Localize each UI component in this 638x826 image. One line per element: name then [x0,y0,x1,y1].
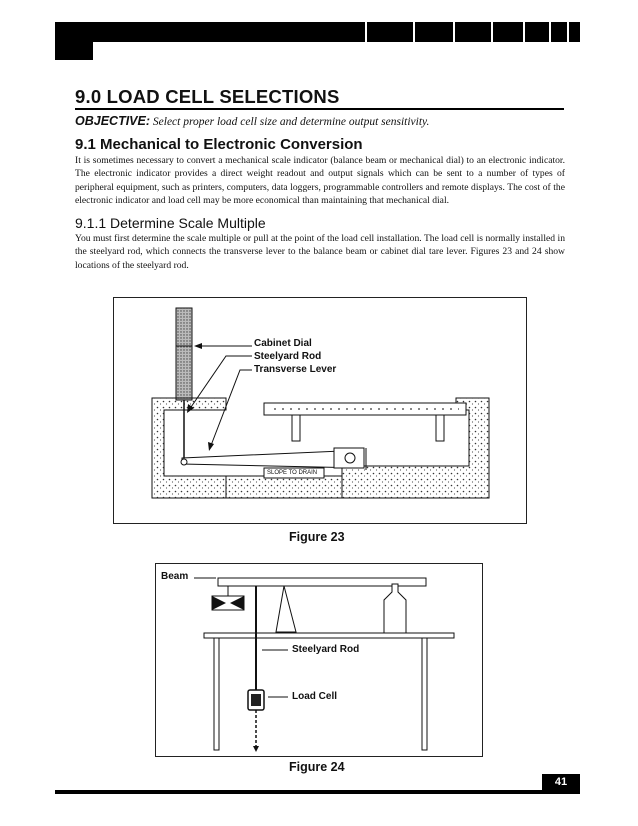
label-load-cell: Load Cell [292,691,338,702]
header-tab [55,42,93,60]
subsection-title: 9.1 Mechanical to Electronic Conversion [75,136,363,153]
figure-24 [155,563,483,757]
header-bar [55,22,580,42]
label-steelyard-rod: Steelyard Rod [254,351,322,362]
label-cabinet-dial: Cabinet Dial [254,338,312,349]
figure-23-caption: Figure 23 [289,530,345,544]
objective-label: OBJECTIVE: [75,114,151,128]
page-number: 41 [542,774,580,790]
title-rule [75,108,564,110]
section-title: 9.0 LOAD CELL SELECTIONS [75,86,340,107]
objective [75,114,429,128]
figure-23 [113,297,527,524]
subsection-body: It is sometimes necessary to convert a mechanical scale indicator (balance beam or mechanical dial) to an electronic indicator. The electronic indicator provides a direct weight readout and output signals which can be sent to a number of types of peripheral equipment, such as printers, computers, data loggers, programmable controllers and remote displays. The cost of the electronic indicator and load cell may be more economical than maintaining that mechanical dial. [75,155,565,206]
label-transverse-lever: Transverse Lever [254,364,337,375]
objective-text: Select proper load cell size and determine output sensitivity. [152,116,430,128]
figure-24-drawing [156,564,482,756]
footer-rule [55,790,580,794]
subsubsection-body: You must first determine the scale multiple or pull at the point of the load cell installation. The load cell is normally installed in the steelyard rod, which connects the transverse lever to the balance beam or cabinet dial tare lever. Figures 23 and 24 show locations of the steelyard rod. [75,233,565,271]
label-slope: SLOPE TO DRAIN [267,470,318,476]
label-beam: Beam [161,571,189,582]
label-steelyard-rod: Steelyard Rod [292,644,360,655]
figure-24-caption: Figure 24 [289,760,345,774]
figure-23-drawing [114,298,526,523]
subsubsection-title: 9.1.1 Determine Scale Multiple [75,215,266,231]
